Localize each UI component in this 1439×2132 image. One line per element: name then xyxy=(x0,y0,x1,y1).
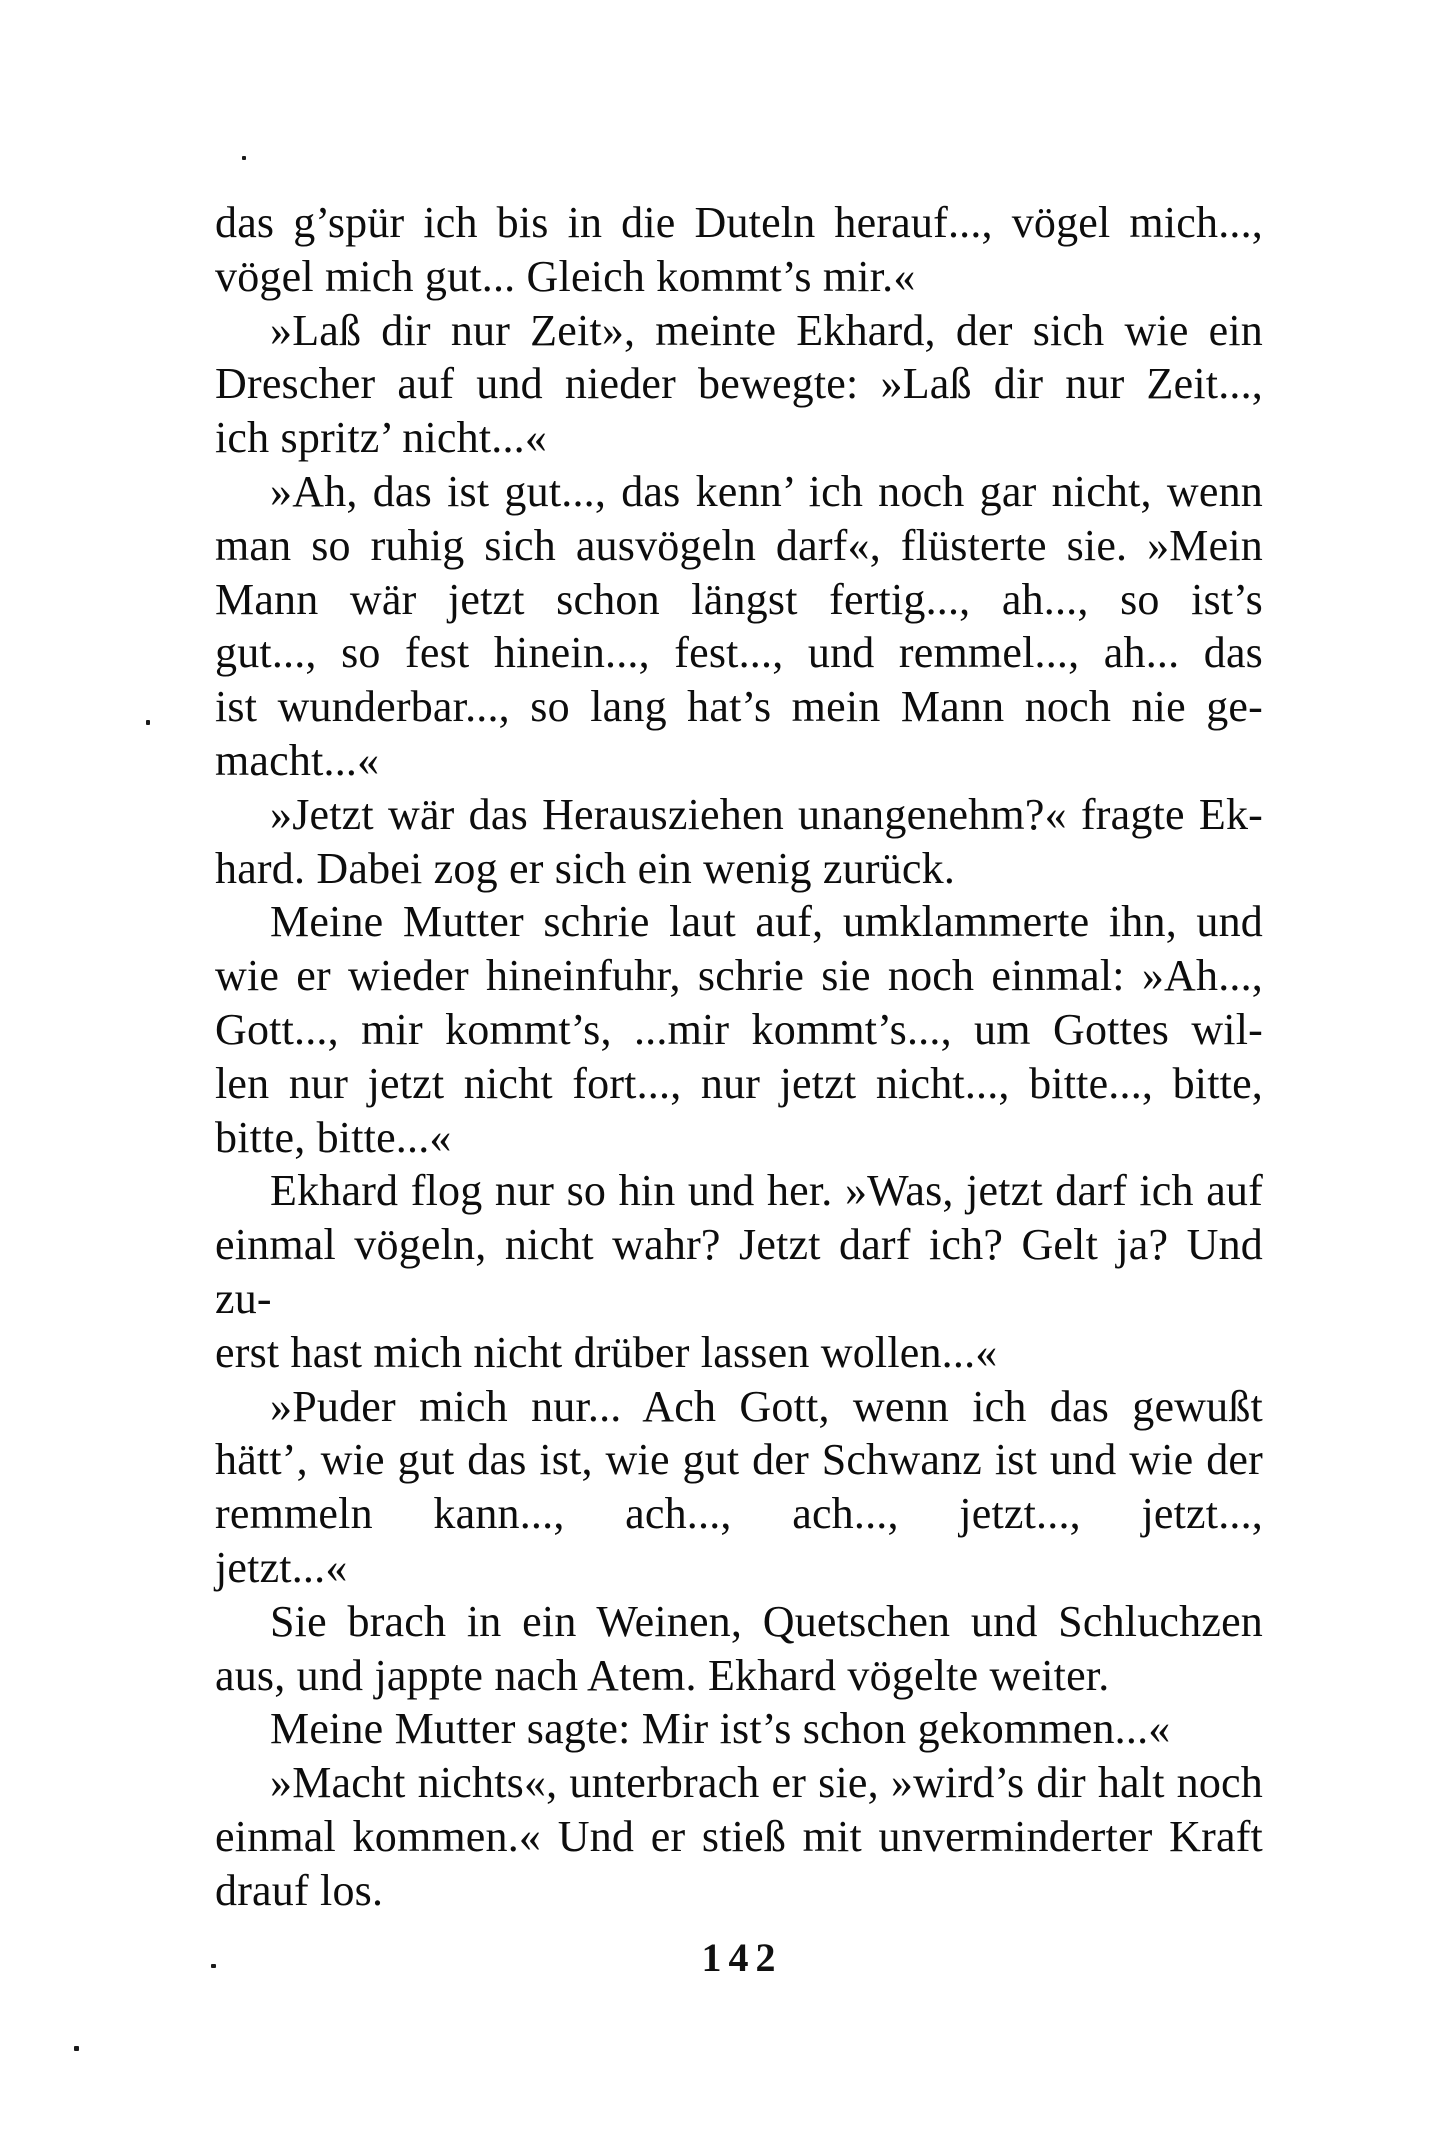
text-line: man so ruhig sich ausvögeln darf«, flüsterte sie. »Mein xyxy=(215,520,1263,570)
scan-speck xyxy=(242,156,246,160)
text-line: Gott..., mir kommt’s, ...mir kommt’s..., um Gottes wil- xyxy=(215,1004,1263,1054)
text-line: einmal kommen.« Und er stieß mit unverminderter Kraft xyxy=(215,1811,1263,1861)
scan-speck xyxy=(211,1964,216,1968)
text-line: »Macht nichts«, unterbrach er sie, »wird’s dir halt noch xyxy=(270,1758,1263,1808)
text-line: gut..., so fest hinein..., fest..., und remmel..., ah... das xyxy=(215,628,1263,678)
text-line: Ekhard flog nur so hin und her. »Was, jetzt darf ich auf xyxy=(270,1166,1263,1216)
page-text-block xyxy=(215,196,1263,1918)
text-line: »Laß dir nur Zeit», meinte Ekhard, der sich wie ein xyxy=(270,305,1263,355)
text-line: »Jetzt wär das Herausziehen unangenehm?« fragte Ek- xyxy=(270,789,1263,839)
text-line: »Ah, das ist gut..., das kenn’ ich noch gar nicht, wenn xyxy=(270,466,1263,516)
text-line: bitte, bitte...« xyxy=(215,1112,452,1162)
text-line: hard. Dabei zog er sich ein wenig zurück. xyxy=(215,843,956,893)
text-line: Drescher auf und nieder bewegte: »Laß dir nur Zeit..., xyxy=(215,359,1263,409)
text-line: einmal vögeln, nicht wahr? Jetzt darf ich? Gelt ja? Und zu- xyxy=(215,1220,1263,1323)
text-line: hätt’, wie gut das ist, wie gut der Schwanz ist und wie der xyxy=(215,1435,1263,1485)
text-line: »Puder mich nur... Ach Gott, wenn ich das gewußt xyxy=(270,1381,1263,1431)
text-line: ist wunderbar..., so lang hat’s mein Mann noch nie ge- xyxy=(215,682,1263,732)
text-line: wie er wieder hineinfuhr, schrie sie noch einmal: »Ah..., xyxy=(215,951,1263,1001)
scan-speck xyxy=(74,2046,79,2051)
text-line: vögel mich gut... Gleich kommt’s mir.« xyxy=(215,251,916,301)
text-line: drauf los. xyxy=(215,1865,384,1915)
text-line: jetzt...« xyxy=(215,1542,348,1592)
text-line: aus, und jappte nach Atem. Ekhard vögelte weiter. xyxy=(215,1650,1110,1700)
text-line: macht...« xyxy=(215,735,380,785)
scan-speck xyxy=(146,720,150,725)
text-line: Mann wär jetzt schon längst fertig..., ah..., so ist’s xyxy=(215,574,1263,624)
page-number: 142 xyxy=(701,1935,783,1980)
text-line: das g’spür ich bis in die Duteln herauf..., vögel mich..., xyxy=(215,198,1263,247)
text-line: erst hast mich nicht drüber lassen wollen...« xyxy=(215,1327,998,1377)
text-line: Meine Mutter schrie laut auf, umklammerte ihn, und xyxy=(270,897,1263,947)
text-line: ich spritz’ nicht...« xyxy=(215,413,548,463)
text-line: len nur jetzt nicht fort..., nur jetzt nicht..., bitte..., bitte, xyxy=(215,1058,1263,1108)
text-line: remmeln kann..., ach..., ach..., jetzt..., jetzt..., xyxy=(215,1489,1263,1539)
text-line: Meine Mutter sagte: Mir ist’s schon gekommen...« xyxy=(270,1704,1171,1754)
text-line: Sie brach in ein Weinen, Quetschen und Schluchzen xyxy=(270,1596,1263,1646)
